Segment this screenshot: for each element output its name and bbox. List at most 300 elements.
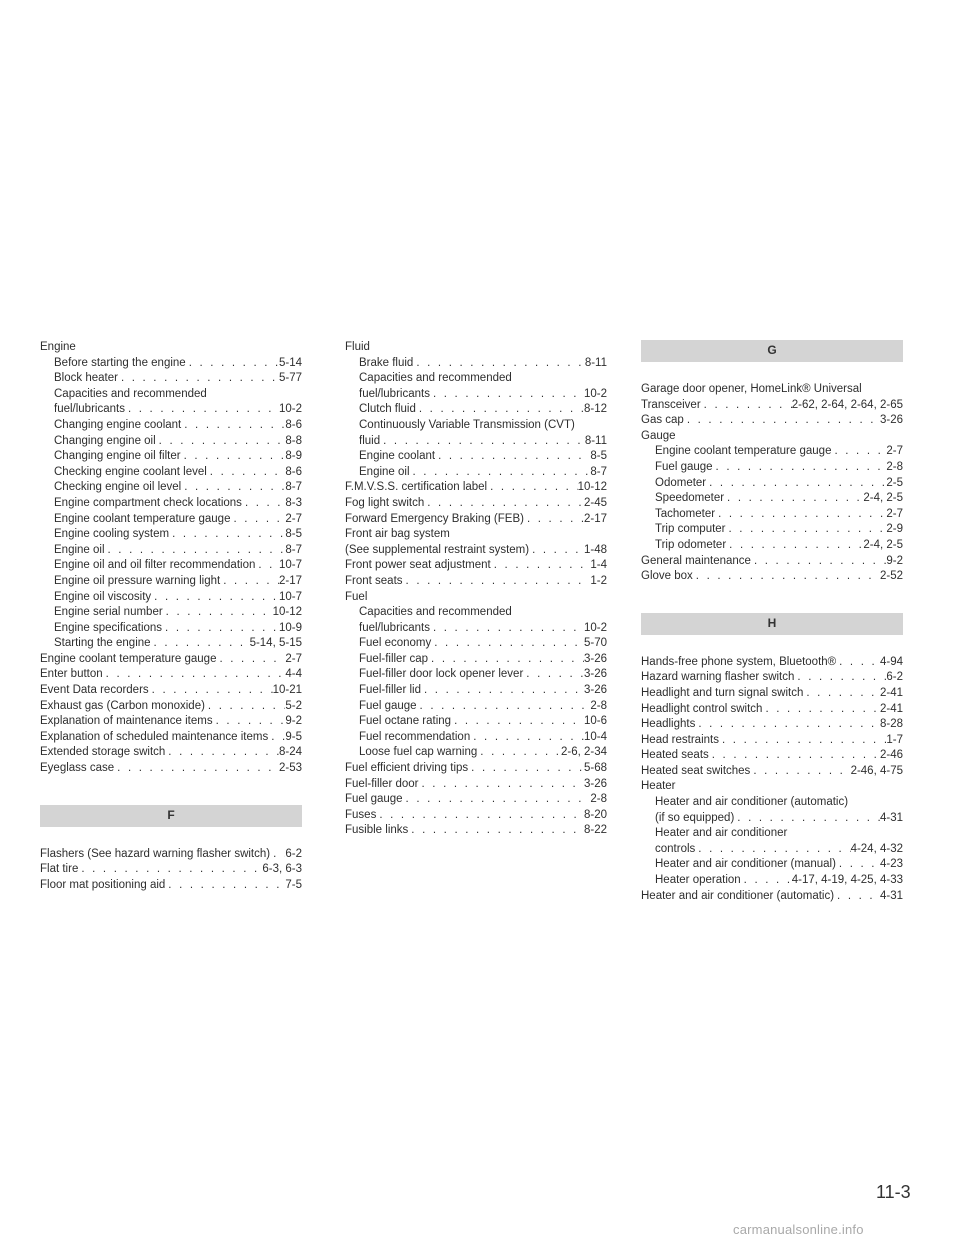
index-entry bbox=[40, 418, 302, 434]
entry-term: Fog light switch bbox=[345, 496, 425, 509]
section-gap bbox=[641, 635, 903, 655]
entry-pages: 6-2 bbox=[886, 671, 903, 684]
dot-leader bbox=[523, 667, 584, 683]
index-entry bbox=[641, 748, 903, 764]
entry-term: Glove box bbox=[641, 570, 693, 583]
dot-leader bbox=[403, 574, 591, 590]
index-entry bbox=[345, 480, 607, 496]
dot-leader bbox=[715, 507, 886, 523]
index-entry bbox=[641, 460, 903, 476]
entry-pages: 8-6 bbox=[285, 465, 302, 478]
entry-term: Fuel bbox=[345, 590, 368, 603]
entry-term: F.M.V.S.S. certification label bbox=[345, 481, 488, 494]
index-entry bbox=[345, 823, 607, 839]
entry-term: (if so equipped) bbox=[655, 811, 735, 824]
entry-pages: 2-53 bbox=[278, 762, 302, 775]
entry-term: Fuel-filler cap bbox=[359, 652, 429, 665]
index-entry bbox=[641, 717, 903, 733]
entry-pages: 5-2 bbox=[285, 699, 302, 712]
index-entry bbox=[345, 527, 607, 543]
dot-leader bbox=[114, 761, 279, 777]
index-entry bbox=[641, 842, 903, 858]
entry-pages: 3-26 bbox=[879, 414, 903, 427]
index-entry bbox=[345, 449, 607, 465]
dot-leader bbox=[78, 862, 262, 878]
entry-term: Fuses bbox=[345, 808, 377, 821]
entry-pages: 10-9 bbox=[278, 621, 302, 634]
entry-term: Fuel gauge bbox=[655, 460, 713, 473]
entry-pages: 2-17 bbox=[278, 574, 302, 587]
dot-leader bbox=[693, 569, 880, 585]
entry-term: Speedometer bbox=[655, 492, 725, 505]
entry-term: Hands-free phone system, Bluetooth® bbox=[641, 655, 837, 668]
dot-leader bbox=[741, 873, 792, 889]
index-entry bbox=[641, 811, 903, 827]
entry-pages: 2-46, 4-75 bbox=[850, 764, 903, 777]
index-entry bbox=[40, 605, 302, 621]
index-entry bbox=[641, 491, 903, 507]
index-entry bbox=[40, 356, 302, 372]
entry-pages: 2-8 bbox=[590, 699, 607, 712]
index-entry bbox=[345, 434, 607, 450]
index-entry bbox=[345, 808, 607, 824]
entry-pages: 8-8 bbox=[285, 434, 302, 447]
entry-pages: 8-9 bbox=[285, 450, 302, 463]
entry-term: Explanation of scheduled maintenance items bbox=[40, 730, 269, 743]
entry-pages: 1-2 bbox=[590, 574, 607, 587]
index-entry bbox=[641, 795, 903, 811]
entry-term: Engine oil bbox=[359, 465, 410, 478]
index-entry bbox=[40, 496, 302, 512]
index-entry bbox=[40, 847, 302, 863]
dot-leader bbox=[162, 621, 279, 637]
index-entry bbox=[345, 667, 607, 683]
index-entry bbox=[40, 340, 302, 356]
entry-pages: 9-5 bbox=[285, 730, 302, 743]
dot-leader bbox=[430, 387, 584, 403]
entry-pages: 2-46 bbox=[879, 749, 903, 762]
dot-leader bbox=[103, 667, 286, 683]
entry-pages: 8-24 bbox=[278, 746, 302, 759]
dot-leader bbox=[410, 465, 591, 481]
index-column-1 bbox=[40, 340, 302, 893]
entry-term: Odometer bbox=[655, 476, 707, 489]
entry-term: Engine bbox=[40, 341, 76, 353]
index-entry bbox=[345, 590, 607, 606]
dot-leader bbox=[713, 460, 887, 476]
dot-leader bbox=[419, 777, 584, 793]
index-entry bbox=[641, 670, 903, 686]
index-entry bbox=[40, 730, 302, 746]
entry-term: Heater and air conditioner bbox=[655, 827, 788, 840]
entry-pages: 3-26 bbox=[583, 652, 607, 665]
entry-term: Trip computer bbox=[655, 523, 726, 536]
entry-term: Transceiver bbox=[641, 398, 701, 411]
entry-term: Heated seat switches bbox=[641, 764, 751, 777]
entry-term: Tachometer bbox=[655, 507, 716, 520]
entry-pages: 10-6 bbox=[583, 715, 607, 728]
index-entry bbox=[641, 733, 903, 749]
entry-term: Flat tire bbox=[40, 863, 79, 876]
entry-term: Headlight and turn signal switch bbox=[641, 686, 804, 699]
index-entry bbox=[641, 413, 903, 429]
dot-leader bbox=[468, 761, 584, 777]
entry-term: Capacities and recommended bbox=[359, 372, 512, 385]
dot-leader bbox=[268, 730, 285, 746]
dot-leader bbox=[255, 558, 279, 574]
entry-pages: 3-26 bbox=[583, 684, 607, 697]
dot-leader bbox=[836, 857, 880, 873]
entry-term: Fuel recommendation bbox=[359, 730, 471, 743]
index-entry bbox=[345, 714, 607, 730]
entry-term: Brake fluid bbox=[359, 356, 414, 369]
index-column-2 bbox=[345, 340, 607, 839]
entry-term: controls bbox=[655, 842, 696, 855]
dot-leader bbox=[242, 496, 285, 512]
index-entry bbox=[345, 777, 607, 793]
index-entry bbox=[641, 398, 903, 414]
dot-leader bbox=[417, 699, 591, 715]
entry-term: Fusible links bbox=[345, 824, 409, 837]
entry-term: Checking engine oil level bbox=[54, 481, 182, 494]
index-entry bbox=[345, 340, 607, 356]
entry-term: Capacities and recommended bbox=[359, 606, 512, 619]
dot-leader bbox=[734, 811, 880, 827]
entry-pages: 6-2 bbox=[285, 847, 302, 860]
dot-leader bbox=[724, 491, 863, 507]
dot-leader bbox=[416, 402, 584, 418]
entry-term: General maintenance bbox=[641, 554, 751, 567]
entry-term: Heater and air conditioner (automatic) bbox=[655, 796, 849, 809]
index-entry bbox=[40, 434, 302, 450]
entry-pages: 2-4, 2-5 bbox=[863, 492, 903, 505]
index-entry bbox=[641, 826, 903, 842]
index-entry bbox=[641, 779, 903, 795]
entry-term: Starting the engine bbox=[54, 637, 151, 650]
dot-leader bbox=[413, 356, 584, 372]
entry-pages: 1-4 bbox=[590, 559, 607, 572]
entry-pages: 2-4, 2-5 bbox=[863, 538, 903, 551]
entry-pages: 2-17 bbox=[583, 512, 607, 525]
entry-term: Forward Emergency Braking (FEB) bbox=[345, 512, 524, 525]
entry-term: Fuel octane rating bbox=[359, 715, 452, 728]
dot-leader bbox=[491, 558, 591, 574]
entry-term: Front power seat adjustment bbox=[345, 559, 491, 572]
index-entry bbox=[345, 636, 607, 652]
index-entry bbox=[641, 429, 903, 445]
dot-leader bbox=[165, 878, 285, 894]
index-entry bbox=[40, 512, 302, 528]
dot-leader bbox=[169, 527, 285, 543]
entry-term: Heater and air conditioner (manual) bbox=[655, 858, 836, 871]
entry-pages: 8-6 bbox=[285, 418, 302, 431]
index-entry bbox=[345, 465, 607, 481]
dot-leader bbox=[181, 449, 286, 465]
entry-pages: 10-7 bbox=[278, 590, 302, 603]
entry-term: Engine compartment check locations bbox=[54, 496, 242, 509]
index-entry bbox=[345, 418, 607, 434]
dot-leader bbox=[430, 621, 584, 637]
index-entry bbox=[40, 878, 302, 894]
entry-term: Changing engine oil filter bbox=[54, 450, 181, 463]
entry-pages: 8-20 bbox=[583, 808, 607, 821]
index-entry bbox=[40, 683, 302, 699]
entry-pages: 7-5 bbox=[285, 878, 302, 891]
entry-pages: 2-7 bbox=[886, 445, 903, 458]
index-entry bbox=[641, 655, 903, 671]
entry-term: Engine serial number bbox=[54, 606, 163, 619]
entry-pages: 9-2 bbox=[886, 554, 903, 567]
entry-term: Engine oil and oil filter recommendation bbox=[54, 559, 256, 572]
entry-term: Garage door opener, HomeLink® Universal bbox=[641, 383, 862, 395]
section-gap bbox=[641, 585, 903, 613]
index-entry bbox=[641, 507, 903, 523]
index-entry bbox=[40, 590, 302, 606]
entry-pages: 4-17, 4-19, 4-25, 4-33 bbox=[791, 874, 903, 887]
entry-term: Fuel gauge bbox=[345, 793, 403, 806]
dot-leader bbox=[750, 764, 850, 780]
entry-pages: 2-5 bbox=[886, 476, 903, 489]
entry-pages: 4-24, 4-32 bbox=[850, 842, 903, 855]
dot-leader bbox=[181, 418, 285, 434]
index-entry bbox=[641, 889, 903, 905]
entry-pages: 8-5 bbox=[590, 450, 607, 463]
index-entry bbox=[40, 543, 302, 559]
index-column-3 bbox=[641, 340, 903, 904]
entry-pages: 2-9 bbox=[886, 523, 903, 536]
index-entry bbox=[641, 702, 903, 718]
entry-pages: 10-12 bbox=[577, 481, 607, 494]
index-entry bbox=[641, 522, 903, 538]
entry-pages: 10-2 bbox=[583, 387, 607, 400]
index-entry bbox=[641, 554, 903, 570]
dot-leader bbox=[151, 636, 250, 652]
entry-pages: 5-68 bbox=[583, 762, 607, 775]
index-entry bbox=[40, 652, 302, 668]
index-entry bbox=[40, 714, 302, 730]
entry-term: Hazard warning flasher switch bbox=[641, 671, 795, 684]
index-entry bbox=[40, 480, 302, 496]
index-entry bbox=[641, 764, 903, 780]
index-entry bbox=[345, 371, 607, 387]
entry-term: Fluid bbox=[345, 341, 370, 353]
entry-term: Fuel economy bbox=[359, 637, 432, 650]
dot-leader bbox=[831, 444, 886, 460]
dot-leader bbox=[834, 889, 880, 905]
entry-pages: 3-26 bbox=[583, 668, 607, 681]
section-header-g: G bbox=[641, 340, 903, 362]
dot-leader bbox=[836, 655, 880, 671]
entry-pages: 9-2 bbox=[285, 715, 302, 728]
entry-term: Trip odometer bbox=[655, 538, 727, 551]
index-entry bbox=[40, 761, 302, 777]
dot-leader bbox=[709, 748, 880, 764]
dot-leader bbox=[435, 449, 590, 465]
entry-pages: 8-22 bbox=[583, 824, 607, 837]
entry-pages: 10-4 bbox=[583, 730, 607, 743]
index-entry bbox=[641, 538, 903, 554]
dot-leader bbox=[403, 792, 591, 808]
dot-leader bbox=[695, 842, 850, 858]
dot-leader bbox=[431, 636, 584, 652]
entry-pages: 10-21 bbox=[272, 684, 302, 697]
index-entry bbox=[345, 683, 607, 699]
entry-term: Fuel-filler door bbox=[345, 777, 419, 790]
index-entry bbox=[345, 558, 607, 574]
index-entry bbox=[345, 605, 607, 621]
index-entry bbox=[40, 402, 302, 418]
entry-term: Heated seats bbox=[641, 749, 709, 762]
dot-leader bbox=[165, 745, 279, 761]
entry-term: Block heater bbox=[54, 372, 118, 385]
entry-pages: 8-7 bbox=[285, 481, 302, 494]
entry-term: Engine coolant temperature gauge bbox=[54, 512, 231, 525]
section-header-h: H bbox=[641, 613, 903, 635]
dot-leader bbox=[380, 434, 585, 450]
index-entry bbox=[345, 745, 607, 761]
index-entry bbox=[40, 387, 302, 403]
dot-leader bbox=[706, 476, 886, 492]
entry-pages: 5-70 bbox=[583, 637, 607, 650]
entry-pages: 10-2 bbox=[583, 621, 607, 634]
entry-term: Gas cap bbox=[641, 414, 684, 427]
entry-term: fluid bbox=[359, 434, 381, 447]
dot-leader bbox=[794, 670, 886, 686]
dot-leader bbox=[181, 480, 285, 496]
index-entry bbox=[345, 761, 607, 777]
dot-leader bbox=[424, 496, 584, 512]
entry-term: Front seats bbox=[345, 574, 403, 587]
entry-pages: 8-12 bbox=[583, 403, 607, 416]
entry-pages: 2-7 bbox=[285, 512, 302, 525]
index-entry bbox=[40, 699, 302, 715]
entry-term: Explanation of maintenance items bbox=[40, 715, 213, 728]
entry-term: Eyeglass case bbox=[40, 762, 115, 775]
entry-term: fuel/lubricants bbox=[359, 621, 430, 634]
entry-pages: 8-5 bbox=[285, 528, 302, 541]
dot-leader bbox=[684, 413, 880, 429]
entry-term: Clutch fluid bbox=[359, 403, 416, 416]
dot-leader bbox=[726, 538, 863, 554]
dot-leader bbox=[220, 574, 279, 590]
index-entry bbox=[345, 402, 607, 418]
dot-leader bbox=[428, 652, 584, 668]
entry-term: Engine oil viscosity bbox=[54, 590, 152, 603]
dot-leader bbox=[125, 402, 279, 418]
dot-leader bbox=[408, 823, 584, 839]
entry-term: (See supplemental restraint system) bbox=[345, 543, 530, 556]
index-entry bbox=[641, 569, 903, 585]
dot-leader bbox=[529, 543, 584, 559]
dot-leader bbox=[205, 699, 285, 715]
index-entry bbox=[345, 356, 607, 372]
index-entry bbox=[641, 686, 903, 702]
entry-term: Engine coolant temperature gauge bbox=[40, 652, 217, 665]
entry-pages: 4-4 bbox=[285, 668, 302, 681]
dot-leader bbox=[803, 686, 880, 702]
entry-term: Fuel-filler lid bbox=[359, 684, 421, 697]
entry-term: Headlights bbox=[641, 718, 696, 731]
entry-term: Loose fuel cap warning bbox=[359, 746, 478, 759]
index-entry bbox=[40, 636, 302, 652]
index-entry bbox=[40, 667, 302, 683]
index-entry bbox=[345, 652, 607, 668]
entry-pages: 6-3, 6-3 bbox=[262, 863, 302, 876]
entry-term: Headlight control switch bbox=[641, 702, 763, 715]
dot-leader bbox=[186, 356, 279, 372]
index-entry bbox=[641, 476, 903, 492]
dot-leader bbox=[470, 730, 584, 746]
dot-leader bbox=[451, 714, 584, 730]
entry-term: Fuel-filler door lock opener lever bbox=[359, 668, 524, 681]
index-entry bbox=[40, 574, 302, 590]
entry-term: Changing engine coolant bbox=[54, 418, 182, 431]
dot-leader bbox=[163, 605, 273, 621]
index-entry bbox=[641, 873, 903, 889]
index-entry bbox=[40, 745, 302, 761]
index-entry bbox=[345, 792, 607, 808]
entry-term: Heater bbox=[641, 780, 676, 793]
index-entry bbox=[40, 621, 302, 637]
entry-term: Head restraints bbox=[641, 733, 719, 746]
entry-term: Floor mat positioning aid bbox=[40, 878, 166, 891]
entry-pages: 10-12 bbox=[272, 606, 302, 619]
entry-term: fuel/lubricants bbox=[359, 387, 430, 400]
dot-leader bbox=[118, 371, 279, 387]
entry-term: fuel/lubricants bbox=[54, 403, 125, 416]
dot-leader bbox=[701, 398, 792, 414]
entry-pages: 8-28 bbox=[879, 718, 903, 731]
entry-term: Heater operation bbox=[655, 874, 741, 887]
page-number: 11-3 bbox=[876, 1182, 911, 1202]
entry-term: Extended storage switch bbox=[40, 746, 166, 759]
index-entry bbox=[40, 371, 302, 387]
entry-pages: 5-77 bbox=[278, 372, 302, 385]
index-entry bbox=[345, 574, 607, 590]
dot-leader bbox=[207, 465, 286, 481]
entry-pages: 2-6, 2-34 bbox=[560, 746, 607, 759]
entry-pages: 5-14 bbox=[278, 356, 302, 369]
index-entry bbox=[345, 387, 607, 403]
entry-term: Exhaust gas (Carbon monoxide) bbox=[40, 699, 205, 712]
entry-term: Continuously Variable Transmission (CVT) bbox=[359, 418, 575, 431]
entry-term: Checking engine coolant level bbox=[54, 465, 207, 478]
entry-term: Gauge bbox=[641, 429, 676, 442]
dot-leader bbox=[149, 683, 273, 699]
entry-term: Event Data recorders bbox=[40, 684, 149, 697]
dot-leader bbox=[695, 717, 880, 733]
entry-pages: 8-11 bbox=[584, 356, 607, 369]
dot-leader bbox=[156, 434, 286, 450]
entry-term: Changing engine oil bbox=[54, 434, 156, 447]
dot-leader bbox=[376, 808, 584, 824]
entry-term: Heater and air conditioner (automatic) bbox=[641, 889, 835, 902]
entry-term: Engine oil pressure warning light bbox=[54, 574, 221, 587]
entry-pages: 1-7 bbox=[886, 733, 903, 746]
entry-pages: 8-11 bbox=[584, 434, 607, 447]
index-entry bbox=[345, 621, 607, 637]
entry-term: Engine cooling system bbox=[54, 528, 170, 541]
entry-pages: 8-7 bbox=[590, 465, 607, 478]
index-entry bbox=[345, 496, 607, 512]
entry-pages: 2-8 bbox=[886, 460, 903, 473]
entry-pages: 4-31 bbox=[879, 889, 903, 902]
entry-pages: 2-41 bbox=[879, 686, 903, 699]
index-entry bbox=[345, 543, 607, 559]
index-entry bbox=[40, 527, 302, 543]
index-entry bbox=[345, 699, 607, 715]
entry-term: Fuel gauge bbox=[359, 699, 417, 712]
